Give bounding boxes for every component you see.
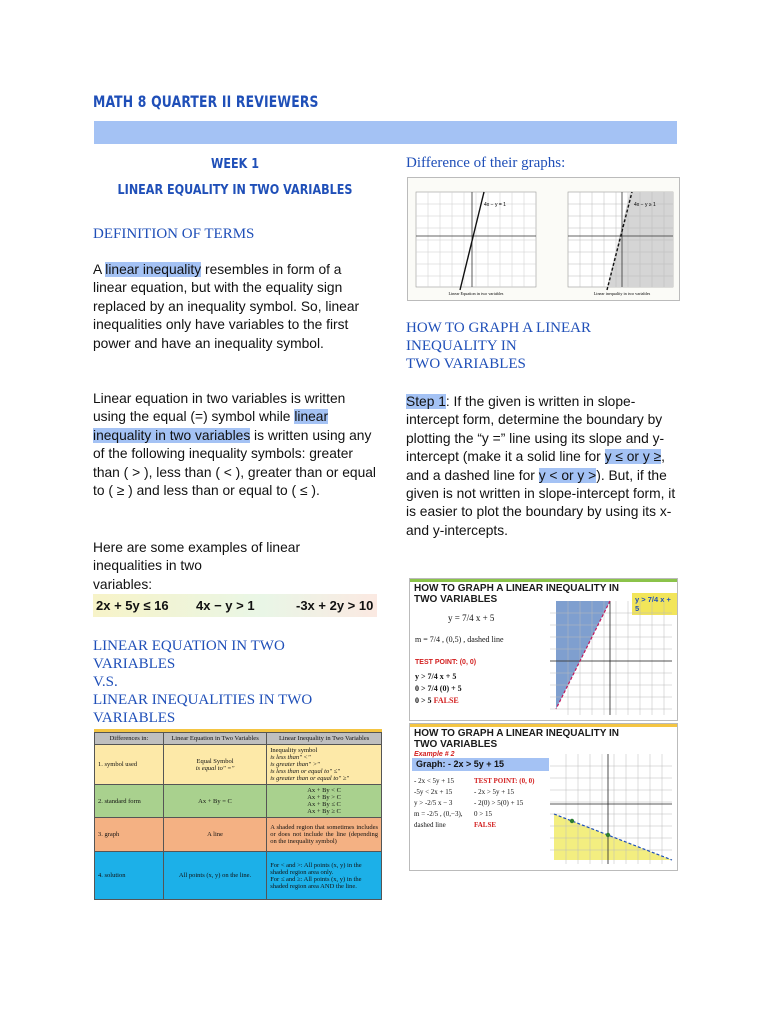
howto-heading-line: HOW TO GRAPH A LINEAR	[406, 320, 592, 336]
graphs-comparison-image	[407, 177, 680, 301]
row-ineq-item: Ax + By ≥ C	[307, 808, 341, 815]
card1-title-line: TWO VARIABLES	[414, 594, 498, 605]
row-ineq-item: For < and >: All points (x, y) in the shaded region area only.	[270, 861, 362, 876]
p1-text: A	[93, 262, 106, 277]
row-eq: All points (x, y) on the line.	[163, 852, 266, 900]
step-1-label: Step 1	[406, 394, 446, 409]
topic-title: LINEAR EQUALITY IN TWO VARIABLES	[117, 183, 353, 198]
card1-equation: y = 7/4 x + 5	[448, 613, 495, 623]
card2-graph	[550, 752, 674, 866]
card2-step: 0 > 15	[474, 810, 492, 818]
card2-title-line: TWO VARIABLES	[414, 739, 498, 750]
card1-work-line: 0 > 7/4 (0) + 5	[415, 684, 462, 693]
row-ineq-item: is less than or equal to" ≤"	[270, 768, 340, 775]
card2-steps-right	[474, 776, 534, 831]
card2-example-label: Example # 2	[414, 751, 455, 758]
left-graph-label: 4x − y = 1	[484, 202, 506, 208]
row-ineq-item: is greater than or equal to" ≥"	[270, 775, 350, 782]
step-1-paragraph	[406, 393, 678, 540]
row-ineq: A shaded region that sometimes includes or does not include the line (depending on the inequality symbol)	[267, 818, 382, 852]
row-ineq-item: Ax + By > C	[307, 794, 341, 801]
right-graph-label: 4x − y ≥ 1	[634, 202, 656, 208]
vs-heading-line: LINEAR INEQUALITIES IN TWO	[93, 692, 313, 708]
card2-false: FALSE	[474, 821, 497, 829]
table-header: Linear Inequality in Two Variables	[267, 733, 382, 745]
examples-intro-line: inequalities in two	[93, 558, 202, 574]
table-header: Differences in:	[95, 733, 164, 745]
table-row	[95, 785, 382, 818]
row-eq	[163, 745, 266, 785]
card2-step: dashed line	[414, 821, 446, 829]
equation-vs-inequality-paragraph	[93, 390, 376, 500]
row-ineq	[267, 785, 382, 818]
card-accent	[410, 579, 677, 582]
highlight-linear-inequality-two-vars: linear inequality in two variables	[93, 409, 329, 443]
right-graph-caption: Linear inequality in two variables	[593, 291, 651, 296]
row-eq: A line	[163, 818, 266, 852]
card2-step: - 2(0) > 5(0) + 15	[474, 799, 524, 807]
examples-intro	[93, 539, 376, 594]
highlight-dashed-line-symbols: y < or y >	[538, 467, 597, 483]
highlight-solid-line-symbols: y ≤ or y ≥	[604, 449, 662, 465]
p2-text: Linear equation in two variables is written using the equal (=) symbol while	[93, 391, 346, 425]
card2-title	[414, 728, 619, 750]
howto-heading-line: TWO VARIABLES	[406, 356, 526, 372]
right-graph	[568, 192, 673, 296]
card2-step: - 2x > 5y + 15	[474, 788, 514, 796]
card1-slope-line: m = 7/4 , (0,5) , dashed line	[415, 635, 504, 644]
example-1: 2x + 5y ≤ 16	[96, 598, 169, 613]
row-ineq-item: Ax + By ≤ C	[307, 801, 341, 808]
row-ineq-item: Ax + By < C	[307, 787, 341, 794]
row-eq-sub: is equal to" ="	[195, 764, 235, 772]
table-header: Linear Equation in Two Variables	[163, 733, 266, 745]
week-label: WEEK 1	[211, 157, 259, 172]
vs-heading-line: LINEAR EQUATION IN TWO	[93, 638, 285, 654]
card1-badge: y > 7/4 x + 5	[632, 593, 677, 615]
definition-heading: DEFINITION OF TERMS	[93, 226, 255, 242]
howto-card-2	[409, 723, 678, 871]
howto-card-1	[409, 578, 678, 721]
step-1-text: , and a dashed line for	[406, 449, 665, 483]
card2-graph-label: Graph: - 2x > 5y + 15	[412, 758, 549, 771]
examples-strip	[93, 594, 377, 617]
p2-text-rest: is written using any of the following inequality symbols: greater than ( > ), less than ( < ), greater than or equal to ( ≥ ) and less than or equal to ( ≤ ).	[93, 427, 376, 499]
row-label: 4. solution	[95, 852, 164, 900]
howto-heading	[406, 319, 686, 373]
example-2: 4x − y > 1	[196, 598, 255, 613]
table-row	[95, 852, 382, 900]
left-graph-caption: Linear Equation in two variables	[448, 291, 504, 296]
card2-test-point: TEST POINT: (0, 0)	[474, 777, 535, 785]
page-title: MATH 8 QUARTER II REVIEWERS	[93, 92, 319, 111]
card1-work-line: 0 > 5	[415, 696, 432, 705]
vs-heading-line: V.S.	[93, 674, 118, 690]
row-ineq	[267, 852, 382, 900]
card1-false: FALSE	[433, 696, 459, 705]
examples-intro-line: Here are some examples of linear	[93, 540, 301, 555]
step-1-text: ). But, if the given is not written in slope-intercept form, it is easier to plot the boundary by using its x- and y-intercepts.	[406, 467, 676, 538]
card1-graph	[550, 599, 674, 717]
row-eq: Ax + By = C	[163, 785, 266, 818]
vs-heading-line: VARIABLES	[93, 656, 176, 672]
vs-heading-line: VARIABLES	[93, 710, 176, 726]
comparison-table-container	[94, 729, 382, 910]
left-graph	[416, 192, 536, 296]
howto-heading-line: INEQUALITY IN	[406, 338, 517, 354]
card2-step: -5y < 2x + 15	[414, 788, 453, 796]
row-label: 3. graph	[95, 818, 164, 852]
card1-work	[415, 671, 462, 707]
card-accent	[410, 724, 677, 727]
card2-steps-left	[414, 776, 463, 831]
card2-title-line: HOW TO GRAPH A LINEAR INEQUALITY IN	[414, 728, 620, 739]
row-ineq-title: Inequality symbol	[270, 747, 318, 754]
row-label: 1. symbol used	[95, 745, 164, 785]
table-row	[95, 745, 382, 785]
vs-heading	[93, 637, 376, 727]
example-3: -3x + 2y > 10	[296, 598, 374, 613]
graphs-heading: Difference of their graphs:	[406, 155, 566, 171]
card2-step: - 2x < 5y + 15	[414, 777, 454, 785]
row-ineq-item: is less than" <"	[270, 754, 311, 761]
card1-work-line: y > 7/4 x + 5	[415, 672, 457, 681]
comparison-table	[94, 732, 382, 900]
row-ineq-item: For ≤ and ≥: All points (x, y) in the shaded region area AND the line.	[270, 875, 362, 890]
card1-title-line: HOW TO GRAPH A LINEAR INEQUALITY IN	[414, 583, 620, 594]
highlight-linear-inequality: linear inequality	[105, 262, 202, 277]
p1-text-rest: resembles in form of a linear equation, but with the equality sign replaced by an inequality symbol. So, linear inequalities only have variables to the first power and have an inequality symbol.	[93, 262, 360, 351]
card1-test-point: TEST POINT: (0, 0)	[415, 659, 477, 666]
examples-intro-line: variables:	[93, 576, 153, 592]
header-banner	[94, 121, 677, 144]
graphs-comparison-svg	[408, 178, 679, 300]
row-ineq	[267, 745, 382, 785]
step-1-text: : If the given is written in slope-intercept form, determine the boundary by plotting the “y =” line using its slope and y- intercept (make it a solid line for	[406, 394, 665, 465]
definition-paragraph	[93, 261, 376, 353]
card2-step: m = -2/5 , (0,−3),	[414, 810, 463, 818]
table-row	[95, 818, 382, 852]
row-eq-text: Equal Symbol	[196, 757, 234, 765]
card2-step: y > -2/5 x − 3	[414, 799, 453, 807]
row-label: 2. standard form	[95, 785, 164, 818]
row-ineq-item: is greater than" >"	[270, 761, 320, 768]
